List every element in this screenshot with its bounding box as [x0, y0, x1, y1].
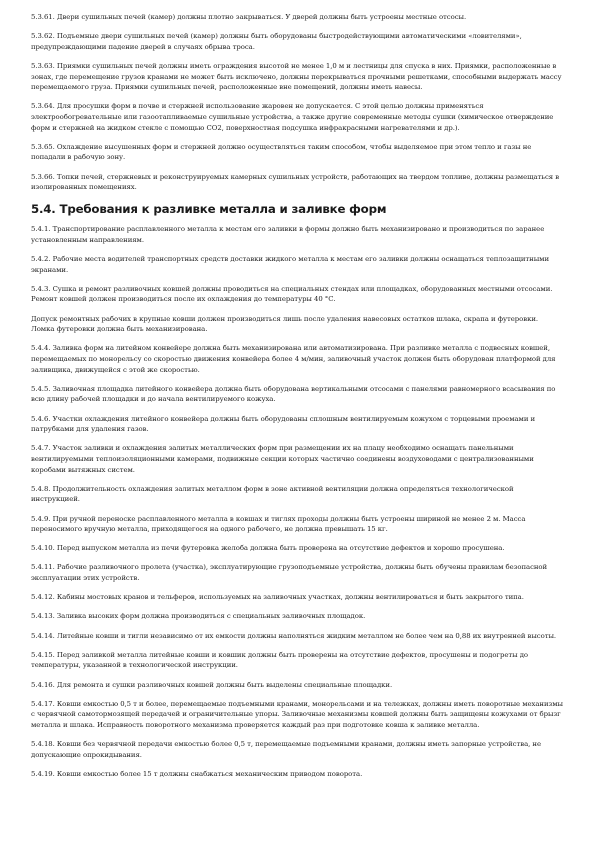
paragraph-5-4-11: 5.4.11. Рабочие разливочного пролета (участка), эксплуатирующие грузоподъемные устройства, должны быть обучены правилам безопасной эксплуатации этих устройств. — [31, 563, 548, 583]
paragraph-5-4-19: 5.4.19. Ковши емкостью более 15 т должны снабжаться механическим приводом поворота. — [31, 769, 363, 778]
paragraph-5-4-8: 5.4.8. Продолжительность охлаждения залитых металлом форм в зоне активной вентиляции должна определяться технологической инструкцией. — [31, 484, 514, 504]
document-page — [31, 12, 563, 788]
main-section — [31, 224, 563, 779]
paragraph-5-3-64: 5.3.64. Для просушки форм в почве и стержней использование жаровен не допускается. С этой целью должны применяться электрообогревательные или газоотапливаемые сушильные устройства, а также другие современные методы сушки (химическое отверждение форм и стержней на жидком стекле с помощью CO2, поверхностная подсушка инфракрасными нагревателями и др.). — [31, 102, 554, 132]
paragraph-5-4-3: 5.4.3. Сушка и ремонт разливочных ковшей должны проводиться на специальных стендах или площадках, оборудованных местными отсосами. Ремонт ковшей должен производиться после их охлаждения до температуры 40 °С. — [31, 284, 553, 304]
paragraph-5-4-9: 5.4.9. При ручной переноске расплавленного металла в ковшах и тиглях проходы должны быть устроены шириной не менее 2 м. Масса переносимого вручную металла, приходящегося на одного рабочего, не должна превышать 15 кг. — [31, 514, 526, 534]
paragraph-5-4-14: 5.4.14. Литейные ковши и тигли независимо от их емкости должны наполняться жидким металлом не более чем на 0,88 их внутренней высоты. — [31, 631, 557, 640]
paragraph-5-4-16: 5.4.16. Для ремонта и сушки разливочных ковшей должны быть выделены специальные площадки. — [31, 680, 393, 689]
paragraph-5-3-65: 5.3.65. Охлаждение высушенных форм и стержней должно осуществляться таким способом, чтобы выделяемое при этом тепло и газы не попадали в рабочую зону. — [31, 142, 532, 162]
paragraph-5-4-12: 5.4.12. Кабины мостовых кранов и тельферов, используемых на заливочных участках, должны вентилироваться и быть закрытого типа. — [31, 593, 524, 602]
paragraph-5-3-66: 5.3.66. Топки печей, стержневых и реконструируемых камерных сушильных устройств, работающих на твердом топливе, должны размещаться в изолированных помещениях. — [31, 172, 560, 192]
paragraph-5-4-5: 5.4.5. Заливочная площадка литейного конвейера должна быть оборудована вертикальными отсосами с панелями равномерного всасывания по всю длину рабочей площадки и до начала вентилируемого кожуха. — [31, 384, 556, 404]
paragraph-5-4-7: 5.4.7. Участок заливки и охлаждения залитых металлических форм при размещении их на плацу необходимо оснащать панельными вентилируемыми теплоизоляционными камерами, подвижные секции которых частично соединены воздуховодами с централизованными коробами вытяжных систем. — [31, 444, 534, 474]
paragraph-5-3-62: 5.3.62. Подъемные двери сушильных печей (камер) должны быть оборудованы быстродействующими автоматическими «ловителями», предупреждающими падение дверей в случаях обрыва троса. — [31, 32, 522, 51]
paragraph-5-4-10: 5.4.10. Перед выпуском металла из печи футеровка желоба должна быть проверена на отсутствие дефектов и хорошо просушена. — [31, 544, 505, 553]
top-section — [31, 12, 563, 193]
section-heading: 5.4. Требования к разливке металла и заливке форм — [31, 202, 387, 217]
paragraph-5-4-1: 5.4.1. Транспортирование расплавленного металла к местам его заливки в формы должно быть механизировано и производиться по заранее установленным направлениям. — [31, 225, 545, 244]
paragraph-5-4-17: 5.4.17. Ковши емкостью 0,5 т и более, перемещаемые подъемными кранами, монорельсами и на тележках, должны иметь поворотные механизмы с червячной самотормозящей передачей и ограничительные упоры. Заливочные механизмы ковшей должны быть защищены кожухами от брызг металла и шлака. Исправность поворотного механизма проверяется каждый раз при подготовке ковша к заливке металла. — [31, 699, 563, 729]
paragraph-5-3-63: 5.3.63. Приямки сушильных печей должны иметь ограждения высотой не менее 1,0 м и лестницы для спуска в них. Приямки, расположенные в зонах, где перемещение грузов кранами не может быть исключено, должны перекрываться прочными решетками, способными выдержать массу перемещаемого груза. Приямки сушильных печей, расположенные вне помещений, должны иметь навесы. — [31, 61, 562, 92]
paragraph-5-4-18: 5.4.18. Ковши без червячной передачи емкостью более 0,5 т, перемещаемые подъемными кранами, должны иметь запорные устройства, не допускающие опрокидывания. — [31, 740, 541, 759]
paragraph-5-4-13: 5.4.13. Заливка высоких форм должна производиться с специальных заливочных площадок. — [31, 612, 366, 621]
paragraph-5-4-4: 5.4.4. Заливка форм на литейном конвейере должна быть механизирована или автоматизирована. При разливке металла с подвесных ковшей, перемещаемых по монорельсу со скоростью движения конвейера более 4 м/мин, заливочный участок должен быть оборудован платформой для заливщика, движущейся с этой же скоростью. — [31, 344, 556, 374]
paragraph-5-4-6: 5.4.6. Участки охлаждения литейного конвейера должны быть оборудованы сплошным вентилируемым кожухом с торцевыми проемами и патрубками для удаления газов. — [31, 414, 536, 434]
paragraph-5-4-15: 5.4.15. Перед заливкой металла литейные ковши и ковшик должны быть проверены на отсутствие дефектов, просушены и подогреты до температуры, указанной в технологической инструкции. — [31, 650, 529, 670]
paragraph-repair-access: Допуск ремонтных рабочих в крупные ковши должен производиться лишь после удаления навесовых остатков шлака, скрапа и футеровки. Ломка футеровки должна быть механизирована. — [31, 314, 539, 334]
paragraph-5-3-61: 5.3.61. Двери сушильных печей (камер) должны плотно закрываться. У дверей должны быть устроены местные отсосы. — [31, 13, 467, 21]
paragraph-5-4-2: 5.4.2. Рабочие места водителей транспортных средств доставки жидкого металла к местам его заливки должны оснащаться теплозащитными экранами. — [31, 255, 550, 274]
